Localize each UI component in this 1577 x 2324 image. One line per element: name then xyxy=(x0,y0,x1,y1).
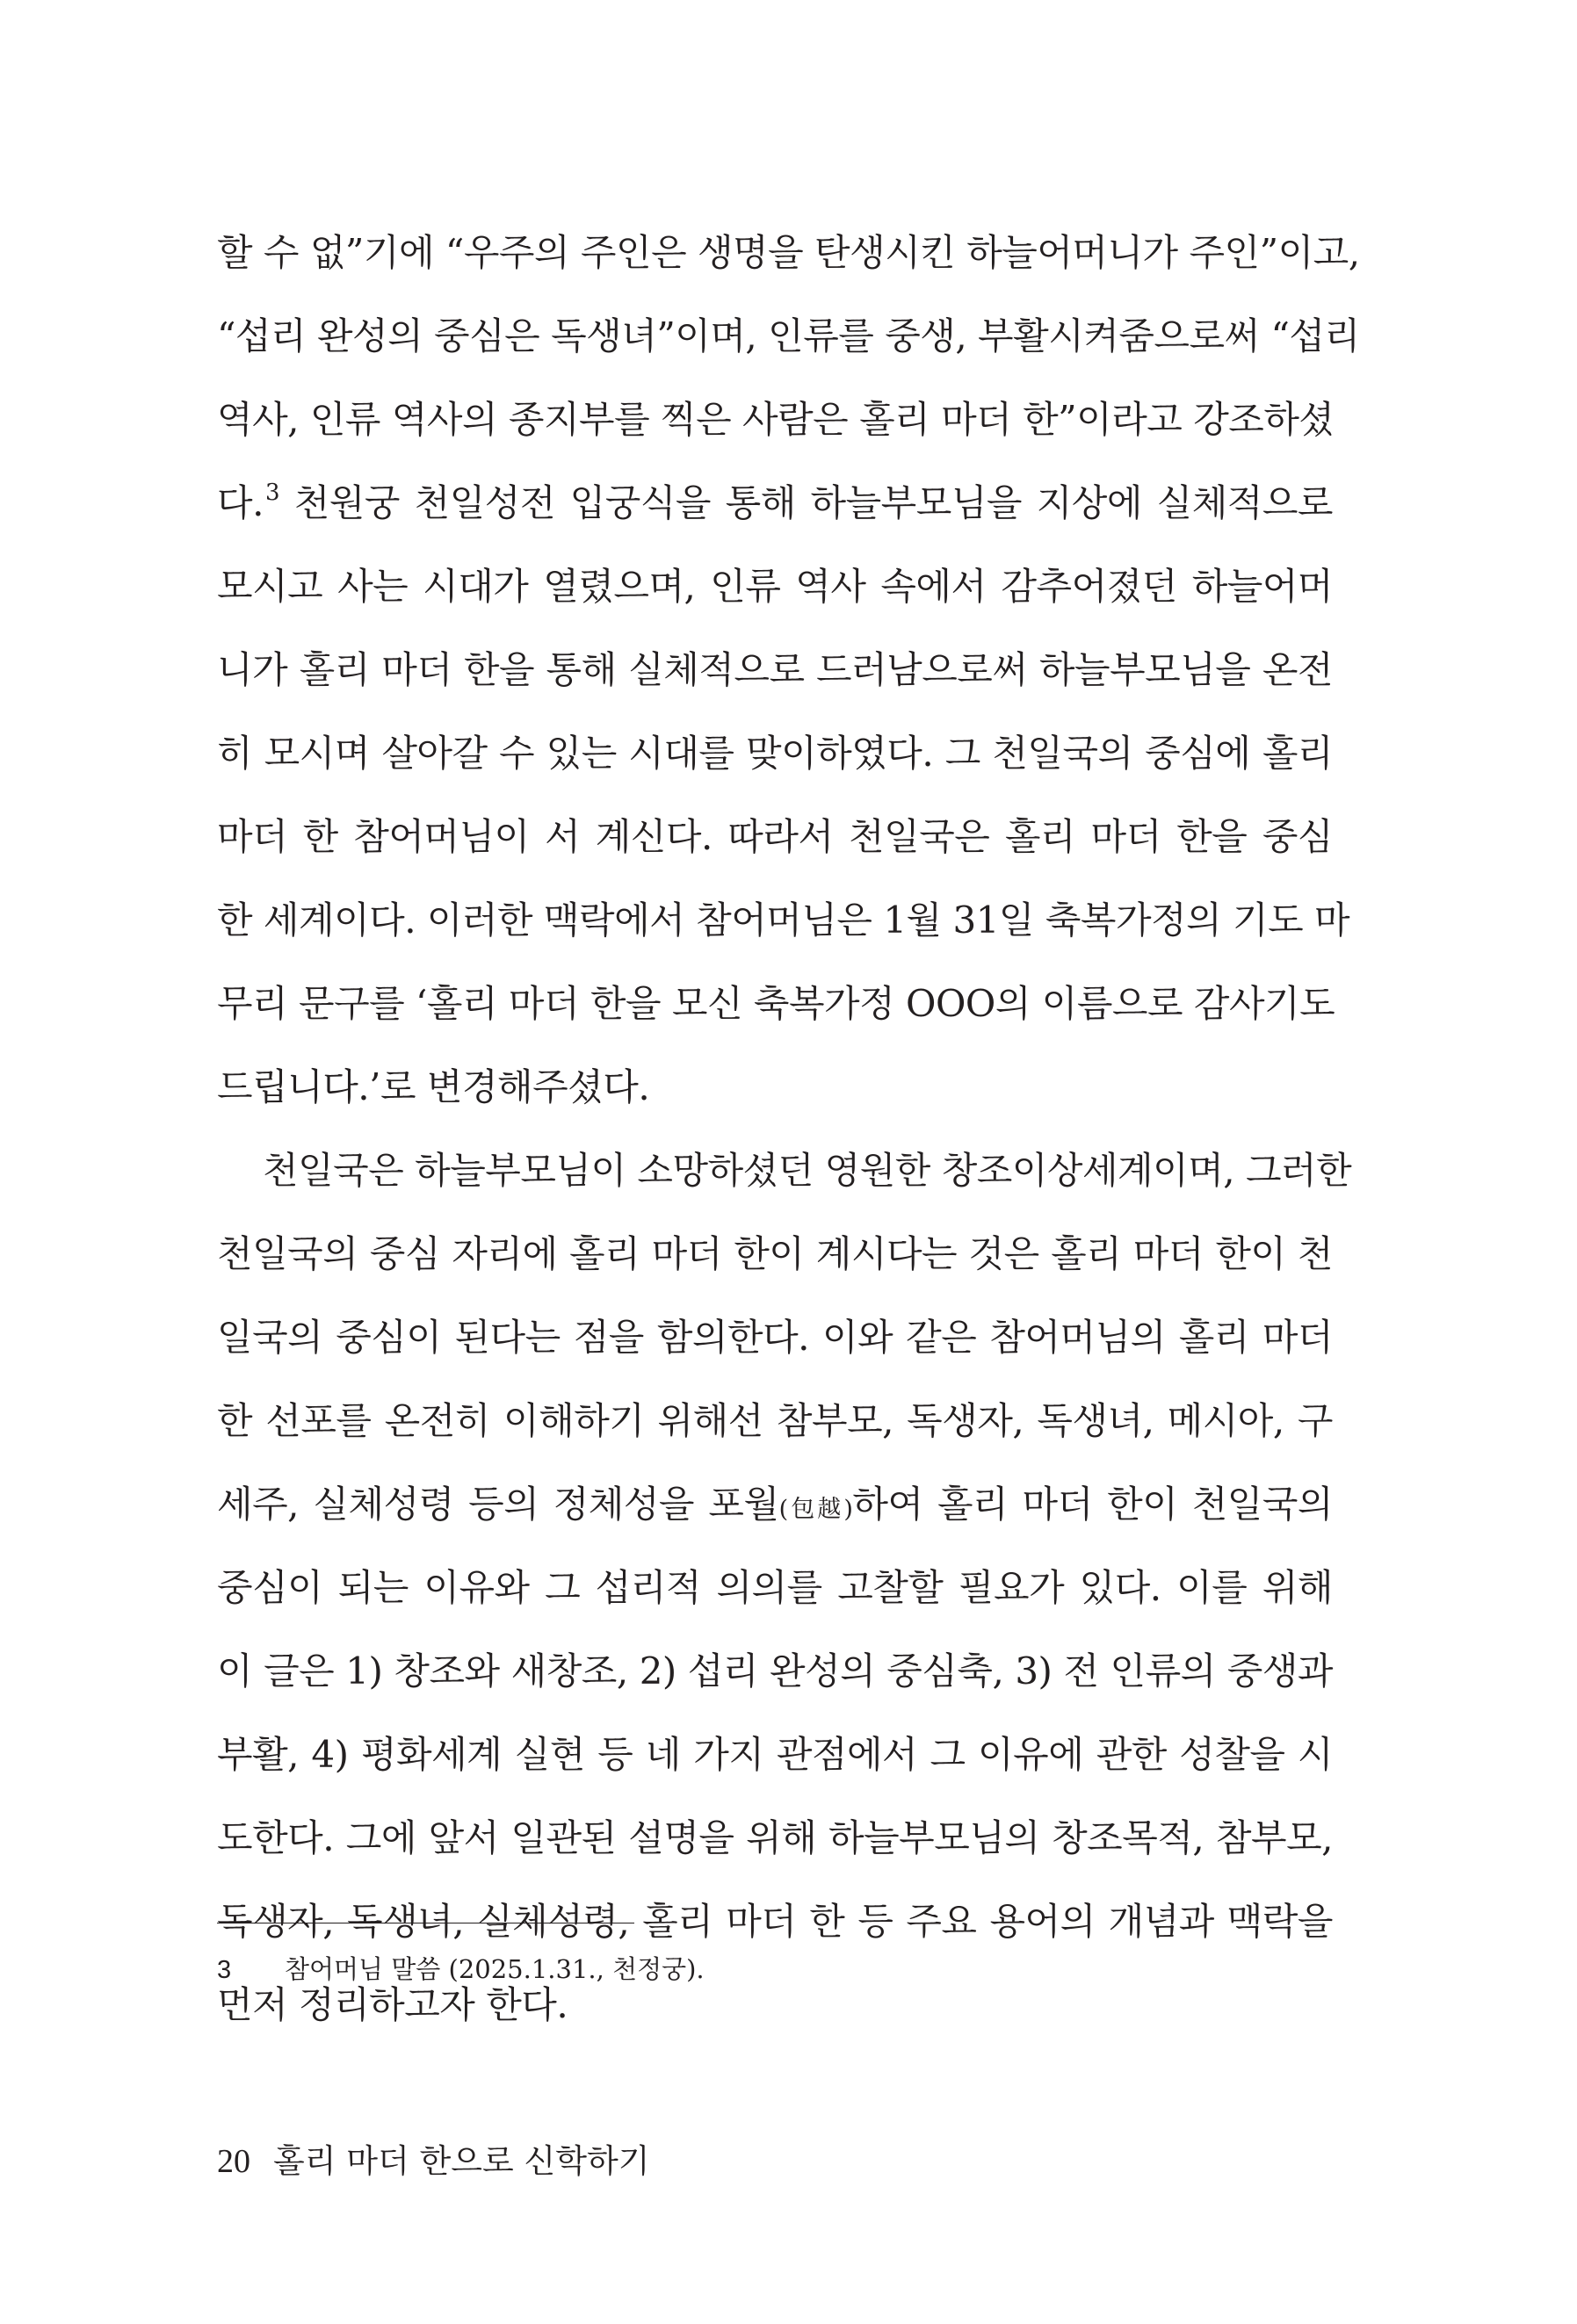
text-line: 이 글은 1) 창조와 새창조, 2) 섭리 완성의 중심축, 3) 전 인류의 중생과 xyxy=(217,1649,1333,1692)
text-fragment: 하여 홀리 마더 한이 천일국의 xyxy=(852,1483,1333,1526)
text-line: 무리 문구를 ‘홀리 마더 한을 모신 축복가정 OOO의 이름으로 감사기도 xyxy=(217,982,1335,1025)
text-line: 독생자, 독생녀, 실체성령, 홀리 마더 한 등 주요 용어의 개념과 맥락을 xyxy=(217,1900,1333,1943)
text-line-with-footnote-ref xyxy=(217,461,1333,545)
hanja-annotation: (包越) xyxy=(778,1496,853,1523)
text-line: 역사, 인류 역사의 종지부를 찍은 사람은 홀리 마더 한”이라고 강조하셨 xyxy=(217,398,1335,441)
text-line: 천일국의 중심 자리에 홀리 마더 한이 계시다는 것은 홀리 마더 한이 천 xyxy=(217,1232,1333,1275)
text-line: 할 수 없”기에 “우주의 주인은 생명을 탄생시킨 하늘어머니가 주인”이고, xyxy=(217,231,1360,274)
footnote-text: 참어머님 말씀 (2025.1.31., 천정궁). xyxy=(285,1954,705,1984)
body-text xyxy=(217,211,1360,2046)
running-footer xyxy=(217,2140,649,2183)
text-line: 중심이 되는 이유와 그 섭리적 의의를 고찰할 필요가 있다. 이를 위해 xyxy=(217,1566,1333,1609)
text-line: 한 세계이다. 이러한 맥락에서 참어머님은 1월 31일 축복가정의 기도 마 xyxy=(217,899,1350,942)
text-line: 일국의 중심이 된다는 점을 함의한다. 이와 같은 참어머님의 홀리 마더 xyxy=(217,1316,1333,1359)
text-line-paragraph-end: 드립니다.’로 변경해주셨다. xyxy=(217,1065,650,1108)
text-line-paragraph-start: 천일국은 하늘부모님이 소망하셨던 영원한 창조이상세계이며, 그러한 xyxy=(263,1149,1352,1192)
text-fragment: 세주, 실체성령 등의 정체성을 포월 xyxy=(217,1483,779,1526)
footnote-number: 3 xyxy=(217,1956,232,1984)
text-line: 부활, 4) 평화세계 실현 등 네 가지 관점에서 그 이유에 관한 성찰을 시 xyxy=(217,1733,1333,1776)
text-line: 한 선포를 온전히 이해하기 위해선 참부모, 독생자, 독생녀, 메시아, 구 xyxy=(217,1399,1333,1442)
text-fragment: 다. xyxy=(217,481,264,524)
text-line-paragraph-end: 먼저 정리하고자 한다. xyxy=(217,1983,568,2026)
text-line: 마더 한 참어머님이 서 계신다. 따라서 천일국은 홀리 마더 한을 중심 xyxy=(217,815,1333,858)
text-line: 모시고 사는 시대가 열렸으며, 인류 역사 속에서 감추어졌던 하늘어머 xyxy=(217,565,1333,608)
text-line: 니가 홀리 마더 한을 통해 실체적으로 드러남으로써 하늘부모님을 온전 xyxy=(217,648,1333,691)
page-number: 20 xyxy=(217,2143,250,2180)
text-line: 도한다. 그에 앞서 일관된 설명을 위해 하늘부모님의 창조목적, 참부모, xyxy=(217,1816,1333,1859)
text-line-with-hanja xyxy=(217,1462,1333,1546)
footnote-reference[interactable]: 3 xyxy=(264,480,279,506)
text-fragment: 천원궁 천일성전 입궁식을 통해 하늘부모님을 지상에 실체적으로 xyxy=(279,481,1333,524)
book-title: 홀리 마더 한으로 신학하기 xyxy=(273,2142,650,2180)
footnote xyxy=(217,1952,705,1988)
text-line: 히 모시며 살아갈 수 있는 시대를 맞이하였다. 그 천일국의 중심에 홀리 xyxy=(217,732,1333,775)
text-line: “섭리 완성의 중심은 독생녀”이며, 인류를 중생, 부활시켜줌으로써 “섭리 xyxy=(217,314,1360,357)
